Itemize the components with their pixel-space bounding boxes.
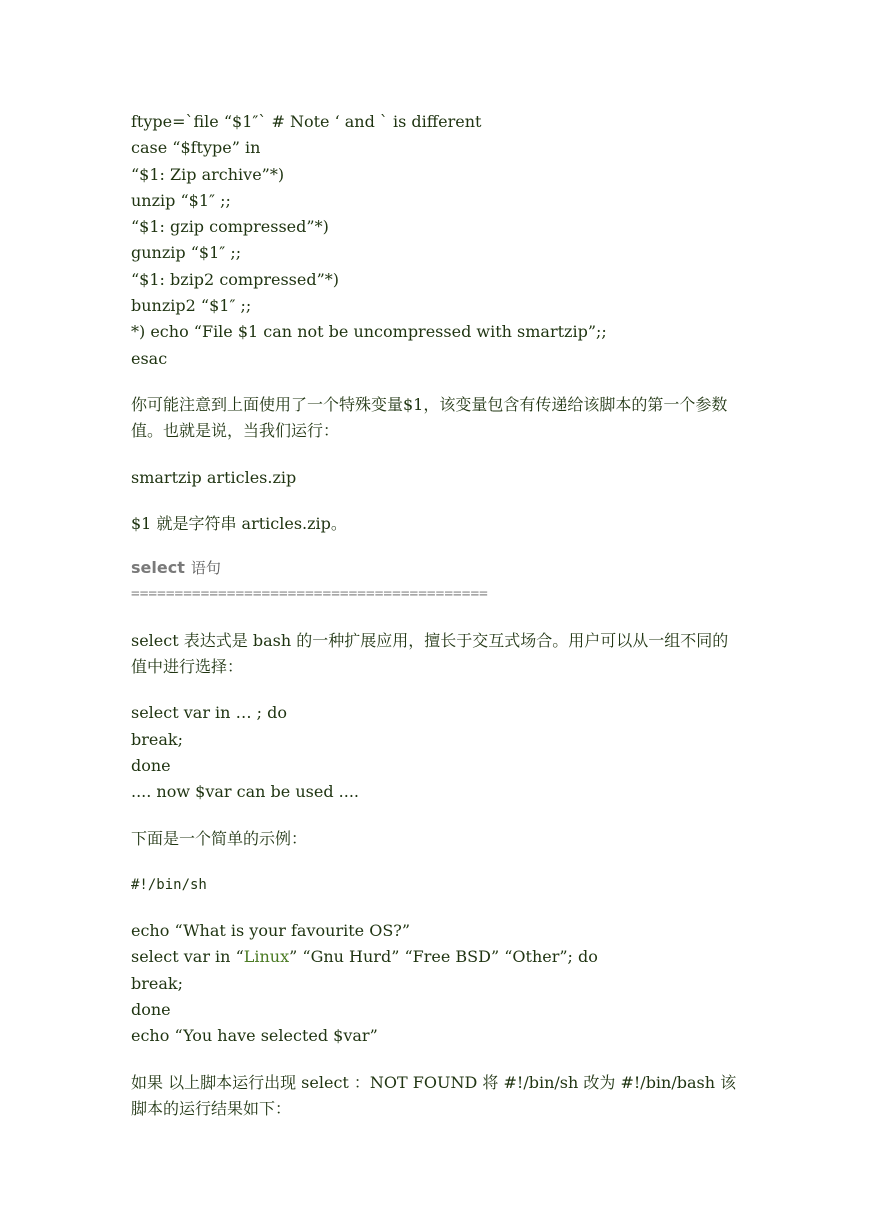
command-example: smartzip articles.zip: [131, 467, 297, 487]
code-line: case “$ftype” in: [131, 138, 261, 158]
code-line: “$1: gzip compressed”*): [131, 217, 329, 237]
shebang-line: #!/bin/sh: [131, 876, 207, 893]
code-line: “$1: bzip2 compressed”*): [131, 269, 339, 289]
paragraph-example-intro: 下面是一个简单的示例：: [131, 828, 308, 848]
heading-title: select: [131, 558, 185, 578]
code-line: select var in “Linux” “Gnu Hurd” “Free BSD” “Other”; do: [131, 947, 598, 967]
paragraph-result: $1 就是字符串 articles.zip。: [131, 513, 347, 533]
code-block-select-syntax: [131, 700, 741, 805]
linux-link[interactable]: Linux: [243, 947, 290, 967]
code-block-select-example: [131, 918, 741, 1049]
code-line: bunzip2 “$1″ ;;: [131, 296, 252, 316]
section-heading: [131, 555, 741, 608]
code-line: .... now $var can be used ....: [131, 782, 359, 802]
paragraph-select-intro: select 表达式是 bash 的一种扩展应用，擅长于交互式场合。用户可以从一组不同的值中进行选择：: [131, 630, 729, 677]
paragraph-variable-explanation: 你可能注意到上面使用了一个特殊变量$1，该变量包含有传递给该脚本的第一个参数值。也就是说，当我们运行：: [131, 394, 728, 441]
code-line: gunzip “$1″ ;;: [131, 243, 242, 263]
code-line: echo “What is your favourite OS?”: [131, 921, 411, 941]
code-line: unzip “$1″ ;;: [131, 190, 231, 210]
code-line: break;: [131, 973, 183, 993]
code-line: ftype=`file “$1″` # Note ‘ and ` is different: [131, 112, 482, 131]
heading-rule: =========================================: [131, 586, 488, 603]
document-page: [131, 109, 741, 1122]
heading-suffix: 语句: [190, 559, 221, 578]
code-block-case: [131, 109, 741, 372]
code-line: select var in … ; do: [131, 703, 287, 723]
code-line: break;: [131, 729, 183, 749]
code-line: done: [131, 1000, 171, 1020]
paragraph-bash-note: 如果 以上脚本运行出现 select ：NOT FOUND 将 #!/bin/sh 改为 #!/bin/bash 该脚本的运行结果如下：: [131, 1072, 737, 1118]
code-line: esac: [131, 348, 168, 368]
code-line: *) echo “File $1 can not be uncompressed with smartzip”;;: [131, 322, 607, 342]
code-line: “$1: Zip archive”*): [131, 164, 285, 184]
code-line: echo “You have selected $var”: [131, 1026, 378, 1046]
code-line: done: [131, 755, 171, 775]
